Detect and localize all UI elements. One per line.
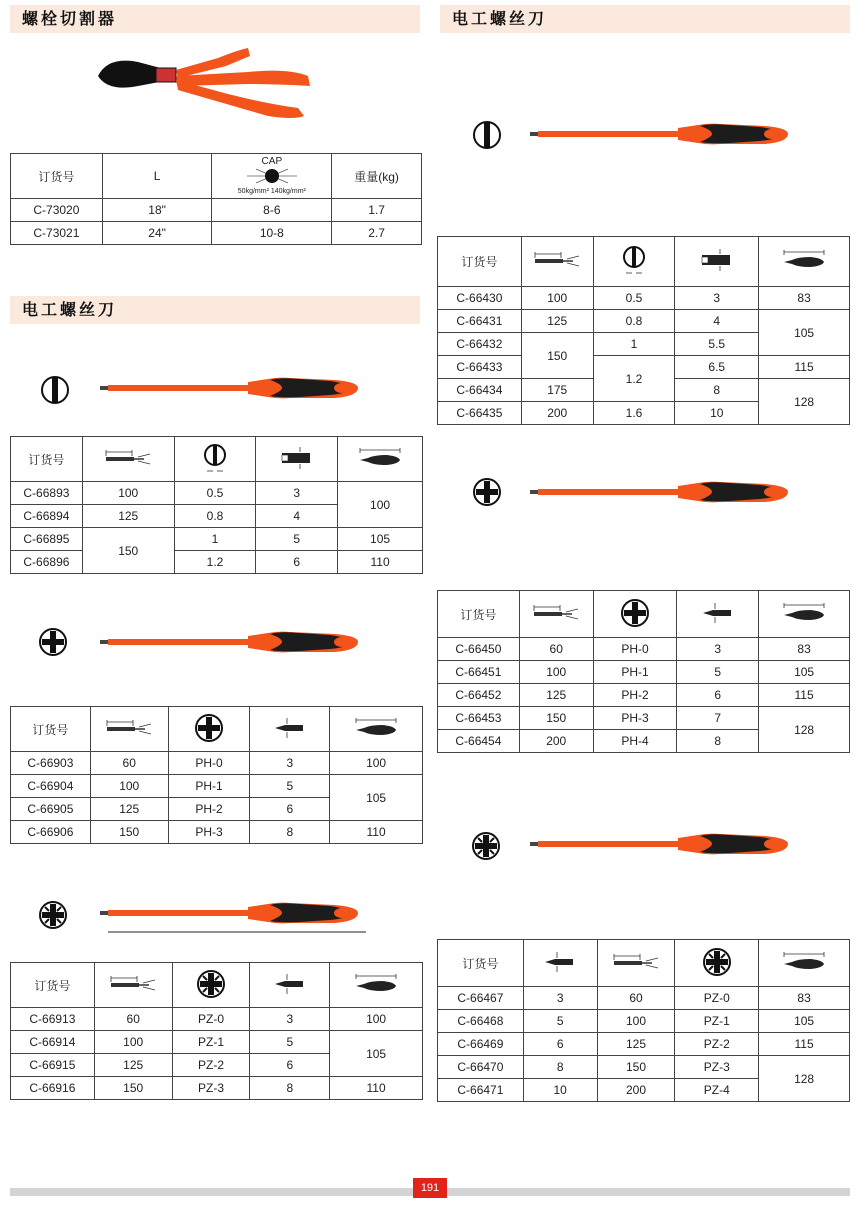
table-cell: 105	[330, 1031, 423, 1077]
table-cell: 0.5	[174, 482, 256, 505]
page-number: 191	[413, 1178, 447, 1198]
table-cell: 1.7	[332, 199, 422, 222]
blade-width-icon	[593, 237, 675, 287]
table-cell: 200	[519, 730, 593, 753]
tip-size-icon	[675, 237, 759, 287]
table-cell: 8	[523, 1056, 597, 1079]
tip-size-icon	[523, 940, 597, 987]
length-icon	[519, 591, 593, 638]
table-cell: 6	[250, 798, 330, 821]
header-order-no: 订货号	[11, 154, 103, 199]
table-cell: C-66470	[438, 1056, 524, 1079]
table-cell: 100	[90, 775, 168, 798]
table-cell: C-66903	[11, 752, 91, 775]
table-cell: 105	[759, 1010, 850, 1033]
table-cell: 0.5	[593, 287, 675, 310]
table-cell: PZ-2	[172, 1054, 250, 1077]
table-cell: 5.5	[675, 333, 759, 356]
table-cell: C-66915	[11, 1054, 95, 1077]
table-cell: 1.6	[593, 402, 675, 425]
slotted-screwdriver-image	[530, 122, 792, 148]
table-cell: C-66469	[438, 1033, 524, 1056]
handle-length-icon	[759, 591, 850, 638]
phillips-screwdriver-image	[530, 480, 792, 506]
table-cell: 5	[523, 1010, 597, 1033]
phillips-symbol-icon	[473, 478, 503, 508]
table-cell: 60	[94, 1008, 172, 1031]
table-cell: 115	[759, 684, 850, 707]
slotted-symbol-icon	[40, 375, 70, 405]
table-cell: 150	[519, 707, 593, 730]
bolt-cutter-table	[10, 153, 422, 245]
table-cell: 110	[338, 551, 423, 574]
length-icon	[94, 963, 172, 1008]
table-cell: 105	[330, 775, 423, 821]
table-cell: 100	[521, 287, 593, 310]
table-cell: 10-8	[212, 222, 332, 245]
table-cell: 3	[250, 1008, 330, 1031]
cap-label: CAP	[261, 155, 283, 167]
table-cell: C-66434	[438, 379, 522, 402]
table-cell: PZ-0	[675, 987, 759, 1010]
length-icon	[597, 940, 675, 987]
blade-width-icon	[174, 437, 256, 482]
table-cell: PZ-3	[172, 1077, 250, 1100]
table-row	[11, 821, 423, 844]
table-cell: C-66904	[11, 775, 91, 798]
table-cell: 8	[677, 730, 759, 753]
bolt-cutter-image	[98, 46, 313, 126]
table-cell: C-73020	[11, 199, 103, 222]
header-length: L	[102, 154, 212, 199]
header-capacity	[212, 154, 332, 199]
table-cell: 100	[597, 1010, 675, 1033]
table-cell: PH-2	[168, 798, 250, 821]
table-cell: 1.2	[593, 356, 675, 402]
table-cell: 150	[82, 528, 174, 574]
table-cell: 3	[523, 987, 597, 1010]
table-cell: 5	[677, 661, 759, 684]
phillips-table-right	[437, 590, 850, 753]
table-cell: 3	[256, 482, 338, 505]
slotted-table-right	[437, 236, 850, 425]
table-row	[11, 528, 423, 551]
handle-length-icon	[759, 940, 850, 987]
table-row	[11, 1031, 423, 1054]
pozidriv-screwdriver-image	[100, 901, 368, 935]
table-cell: C-66430	[438, 287, 522, 310]
table-cell: C-66895	[11, 528, 83, 551]
header-weight: 重量(kg)	[332, 154, 422, 199]
pozidriv-table-left	[10, 962, 423, 1100]
table-cell: PH-0	[593, 638, 677, 661]
table-cell: PZ-2	[675, 1033, 759, 1056]
handle-length-icon	[330, 963, 423, 1008]
length-icon	[82, 437, 174, 482]
table-cell: 128	[759, 1056, 850, 1102]
table-cell: C-66433	[438, 356, 522, 379]
table-cell: 100	[330, 1008, 423, 1031]
length-icon	[521, 237, 593, 287]
table-cell: PZ-0	[172, 1008, 250, 1031]
table-cell: PH-0	[168, 752, 250, 775]
table-cell: 115	[759, 356, 850, 379]
phillips-icon	[593, 591, 677, 638]
tip-size-icon	[677, 591, 759, 638]
pozidriv-symbol-icon	[39, 901, 69, 931]
table-cell: 1.2	[174, 551, 256, 574]
table-cell: 200	[521, 402, 593, 425]
phillips-symbol-icon	[39, 628, 69, 658]
table-cell: 125	[90, 798, 168, 821]
table-cell: 83	[759, 987, 850, 1010]
table-cell: 5	[250, 775, 330, 798]
table-row	[438, 987, 850, 1010]
table-cell: 105	[338, 528, 423, 551]
table-cell: C-66467	[438, 987, 524, 1010]
table-cell: C-66906	[11, 821, 91, 844]
table-cell: 8-6	[212, 199, 332, 222]
tip-size-icon	[256, 437, 338, 482]
table-cell: 6	[256, 551, 338, 574]
table-cell: C-66450	[438, 638, 520, 661]
header-order-no: 订货号	[438, 591, 520, 638]
table-cell: C-66896	[11, 551, 83, 574]
table-cell: 5	[250, 1031, 330, 1054]
table-cell: 4	[675, 310, 759, 333]
table-cell: 100	[330, 752, 423, 775]
table-row	[11, 222, 422, 245]
table-cell: PZ-4	[675, 1079, 759, 1102]
table-cell: 3	[677, 638, 759, 661]
table-cell: C-66452	[438, 684, 520, 707]
table-cell: 128	[759, 379, 850, 425]
table-cell: 1	[593, 333, 675, 356]
table-cell: 60	[90, 752, 168, 775]
table-cell: PH-1	[593, 661, 677, 684]
tip-size-icon	[250, 963, 330, 1008]
table-cell: C-66454	[438, 730, 520, 753]
header-order-no: 订货号	[438, 237, 522, 287]
table-cell: C-66453	[438, 707, 520, 730]
table-cell: 125	[82, 505, 174, 528]
table-cell: 150	[521, 333, 593, 379]
table-cell: C-66432	[438, 333, 522, 356]
table-cell: 60	[519, 638, 593, 661]
pozidriv-symbol-icon	[472, 832, 502, 862]
table-cell: 5	[256, 528, 338, 551]
table-cell: 4	[256, 505, 338, 528]
table-row	[438, 310, 850, 333]
table-row	[438, 1056, 850, 1079]
table-cell: 105	[759, 310, 850, 356]
table-cell: 10	[675, 402, 759, 425]
table-cell: C-66431	[438, 310, 522, 333]
table-cell: C-66451	[438, 661, 520, 684]
table-cell: 100	[82, 482, 174, 505]
table-cell: 0.8	[174, 505, 256, 528]
table-cell: C-66916	[11, 1077, 95, 1100]
table-cell: 2.7	[332, 222, 422, 245]
table-cell: 24"	[102, 222, 212, 245]
table-cell: 125	[521, 310, 593, 333]
table-cell: PZ-3	[675, 1056, 759, 1079]
table-cell: C-66914	[11, 1031, 95, 1054]
table-cell: 125	[597, 1033, 675, 1056]
table-cell: 125	[94, 1054, 172, 1077]
table-cell: 10	[523, 1079, 597, 1102]
table-row	[438, 356, 850, 379]
slotted-table-left	[10, 436, 423, 574]
tip-size-icon	[250, 707, 330, 752]
table-cell: 3	[675, 287, 759, 310]
table-row	[11, 1077, 423, 1100]
table-row	[438, 1033, 850, 1056]
table-cell: PH-2	[593, 684, 677, 707]
header-order-no: 订货号	[438, 940, 524, 987]
table-cell: 128	[759, 707, 850, 753]
table-cell: PZ-1	[172, 1031, 250, 1054]
table-cell: 6	[677, 684, 759, 707]
table-cell: 100	[338, 482, 423, 528]
table-cell: 110	[330, 1077, 423, 1100]
table-cell: 18"	[102, 199, 212, 222]
phillips-icon	[168, 707, 250, 752]
section-title-screwdriver-left: 电工螺丝刀	[10, 296, 420, 324]
table-cell: 83	[759, 638, 850, 661]
table-cell: C-66905	[11, 798, 91, 821]
table-row	[438, 287, 850, 310]
table-cell: 150	[90, 821, 168, 844]
table-row	[11, 199, 422, 222]
slotted-symbol-icon	[472, 120, 502, 150]
table-row	[438, 707, 850, 730]
table-cell: 8	[250, 821, 330, 844]
pozidriv-screwdriver-image	[530, 832, 792, 858]
header-order-no: 订货号	[11, 963, 95, 1008]
phillips-screwdriver-image	[100, 630, 362, 656]
table-cell: C-66894	[11, 505, 83, 528]
table-cell: C-66468	[438, 1010, 524, 1033]
table-cell: 6.5	[675, 356, 759, 379]
handle-length-icon	[330, 707, 423, 752]
table-cell: 0.8	[593, 310, 675, 333]
table-cell: 8	[250, 1077, 330, 1100]
table-cell: C-66435	[438, 402, 522, 425]
header-order-no: 订货号	[11, 437, 83, 482]
phillips-table-left	[10, 706, 423, 844]
length-icon	[90, 707, 168, 752]
table-cell: PZ-1	[675, 1010, 759, 1033]
pozidriv-icon	[675, 940, 759, 987]
section-title-screwdriver-right: 电工螺丝刀	[440, 5, 850, 33]
table-row	[438, 1010, 850, 1033]
table-cell: 8	[675, 379, 759, 402]
table-cell: C-66471	[438, 1079, 524, 1102]
table-cell: 100	[519, 661, 593, 684]
table-row	[11, 1008, 423, 1031]
table-cell: 7	[677, 707, 759, 730]
table-cell: 60	[597, 987, 675, 1010]
table-cell: PH-3	[168, 821, 250, 844]
table-row	[11, 752, 423, 775]
table-row	[11, 482, 423, 505]
pozidriv-table-right	[437, 939, 850, 1102]
table-cell: 110	[330, 821, 423, 844]
table-cell: PH-3	[593, 707, 677, 730]
table-cell: PH-4	[593, 730, 677, 753]
handle-length-icon	[759, 237, 850, 287]
table-cell: C-66913	[11, 1008, 95, 1031]
table-cell: 175	[521, 379, 593, 402]
handle-length-icon	[338, 437, 423, 482]
table-cell: PH-1	[168, 775, 250, 798]
section-title-bolt-cutter: 螺栓切割器	[10, 5, 420, 33]
slotted-screwdriver-image	[100, 376, 362, 402]
table-cell: 6	[523, 1033, 597, 1056]
table-row	[438, 661, 850, 684]
table-cell: 150	[597, 1056, 675, 1079]
table-cell: 125	[519, 684, 593, 707]
table-cell: 200	[597, 1079, 675, 1102]
table-row	[438, 684, 850, 707]
table-row	[11, 551, 423, 574]
table-cell: 6	[250, 1054, 330, 1077]
table-row	[438, 638, 850, 661]
table-cell: 100	[94, 1031, 172, 1054]
table-cell: C-66893	[11, 482, 83, 505]
table-cell: 105	[759, 661, 850, 684]
table-cell: 1	[174, 528, 256, 551]
table-cell: C-73021	[11, 222, 103, 245]
table-cell: 150	[94, 1077, 172, 1100]
header-order-no: 订货号	[11, 707, 91, 752]
table-cell: 83	[759, 287, 850, 310]
table-cell: 115	[759, 1033, 850, 1056]
cap-symbol-icon	[242, 167, 302, 185]
pozidriv-icon	[172, 963, 250, 1008]
table-row	[11, 775, 423, 798]
cap-units: 50kg/mm² 140kg/mm²	[237, 187, 306, 195]
table-cell: 3	[250, 752, 330, 775]
